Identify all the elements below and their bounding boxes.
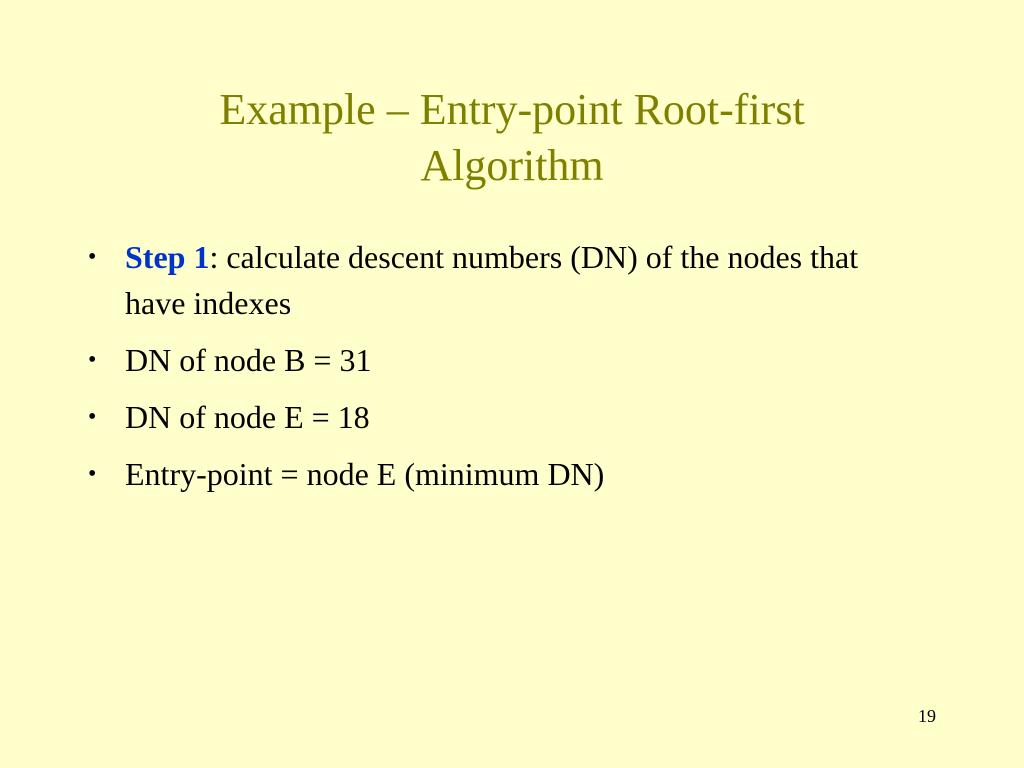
bullet-item-dn-node-e <box>88 394 908 440</box>
bullet-icon: • <box>88 347 97 373</box>
bullet-text: : calculate descent numbers (DN) of the nodes that have indexes <box>125 239 859 321</box>
slide-title-line-2: Algorithm <box>420 141 604 190</box>
bullet-icon: • <box>88 404 97 430</box>
bullet-list <box>88 234 908 508</box>
bullet-item-entry-point <box>88 451 908 497</box>
bullet-text: Entry-point = node E (minimum DN) <box>125 456 605 492</box>
step-label: Step 1 <box>125 239 210 275</box>
page-number: 19 <box>918 706 936 726</box>
bullet-icon: • <box>88 461 97 487</box>
bullet-text: DN of node E = 18 <box>125 399 370 435</box>
slide-title <box>80 82 944 194</box>
bullet-icon: • <box>88 244 97 270</box>
bullet-text: DN of node B = 31 <box>125 342 372 378</box>
bullet-item-step-1 <box>88 234 908 326</box>
bullet-item-dn-node-b <box>88 337 908 383</box>
slide-title-line-1: Example – Entry-point Root-first <box>219 85 805 134</box>
